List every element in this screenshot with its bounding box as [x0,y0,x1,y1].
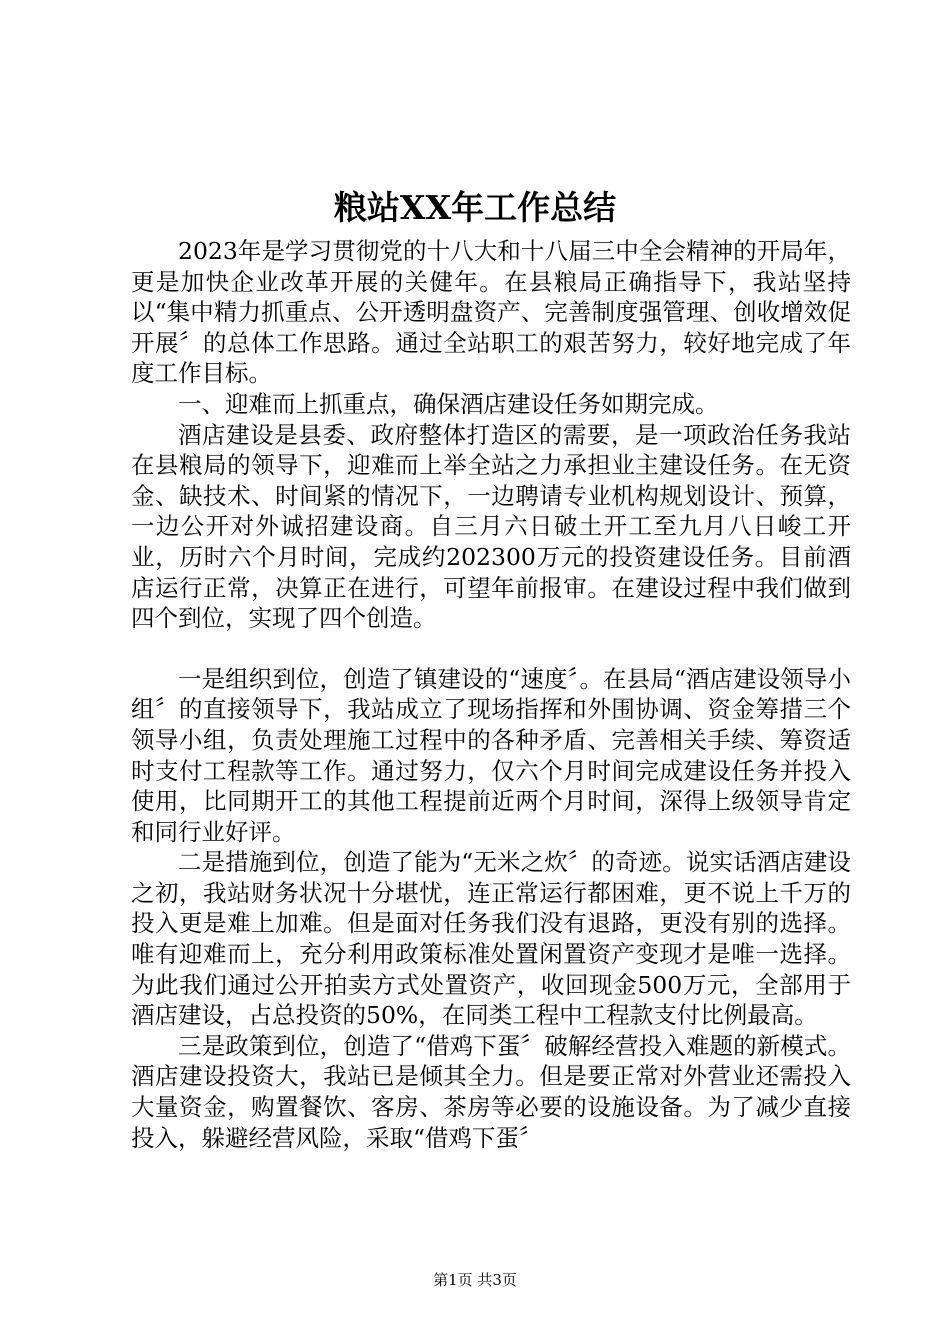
paragraph-intro: 2023年是学习贯彻党的十八大和十八届三中全会精神的开局年，更是加快企业改革开展的关健年。在县粮局正确指导下，我站坚持以“集中精力抓重点、公开透明盘资产、完善制度强管理、创收增效促开展〞的总体工作思路。通过全站职工的艰苦努力，较好地完成了年度工作目标。 [131,237,851,388]
document-body [131,236,851,1153]
paragraph-measures: 二是措施到位，创造了能为“无米之炊〞的奇迹。说实话酒店建设之初，我站财务状况十分堪忧，连正常运行都困难，更不说上千万的投入更是难上加难。但是面对任务我们没有退路，更没有别的选择。唯有迎难而上，充分利用政策标准处置闲置资产变现才是唯一选择。为此我们通过公开拍卖方式处置资产，收回现金500万元，全部用于酒店建设，占总投资的50%，在同类工程中工程款支付比例最高。 [131,848,851,1030]
document-title: 粮站XX年工作总结 [333,188,617,227]
page-footer: 第1页 共3页 [433,1271,517,1289]
paragraph-hotel-construction: 酒店建设是县委、政府整体打造区的需要，是一项政治任务我站在县粮局的领导下，迎难而上举全站之力承担业主建设任务。在无资金、缺技术、时间紧的情况下，一边聘请专业机构规划设计、预算，一边公开对外诚招建设商。自三月六日破土开工至九月八日峻工开业，历时六个月时间，完成约202300万元的投资建设任务。目前酒店运行正常，决算正在进行，可望年前报审。在建设过程中我们做到四个到位，实现了四个创造。 [131,420,851,633]
paragraph-organization: 一是组织到位，创造了镇建设的“速度〞。在县局“酒店建设领导小组〞的直接领导下，我站成立了现场指挥和外围协调、资金筹措三个领导小组，负责处理施工过程中的各种矛盾、完善相关手续、筹资适时支付工程款等工作。通过努力，仅六个月时间完成建设任务并投入使用，比同期开工的其他工程提前近两个月时间，深得上级领导肯定和同行业好评。 [131,664,851,846]
section-heading-1: 一、迎难而上抓重点，确保酒店建设任务如期完成。 [178,389,719,418]
paragraph-policy: 三是政策到位，创造了“借鸡下蛋〞破解经营投入难题的新模式。酒店建设投资大，我站已是倾其全力。但是要正常对外营业还需投入大量资金，购置餐饮、客房、茶房等必要的设施设备。为了减少直接投入，躲避经营风险，采取“借鸡下蛋〞 [131,1031,851,1152]
